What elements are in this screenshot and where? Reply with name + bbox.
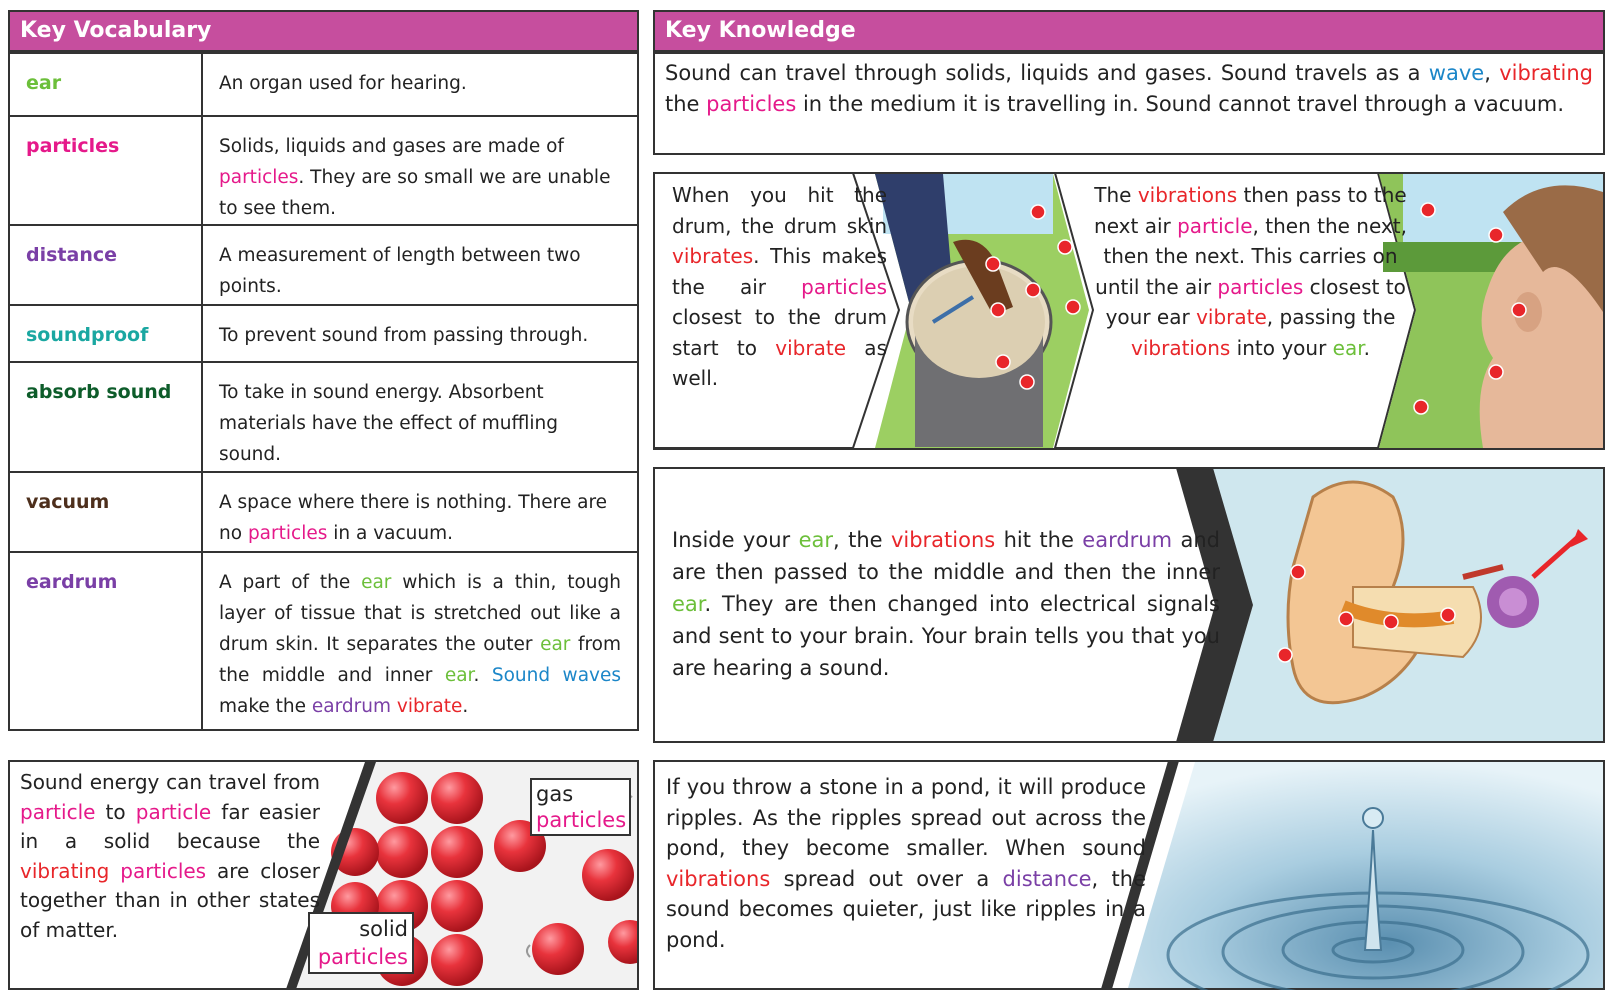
table-row — [9, 53, 638, 116]
definition-absorb-sound: To take in sound energy. Absorbent materials have the effect of muffling sound. — [202, 362, 638, 472]
ear-cross-section-picture — [1213, 469, 1603, 741]
table-row — [9, 472, 638, 552]
term-ear: ear — [9, 53, 202, 116]
pond-text: If you throw a stone in a pond, it will produce ripples. As the ripples spread out across the pond, they become smaller. When sound vibrations spread out over a distance, the sound becomes quieter, just like ripples in a pond. — [666, 775, 1146, 952]
key-knowledge-header — [653, 10, 1605, 52]
drum-text: When you hit the drum, the drum skin vibrates. This makes the air particles closest to the drum start to vibrate as well. — [672, 183, 887, 390]
inside-ear-text: Inside your ear, the vibrations hit the eardrum and are then passed to the middle and then the inner ear. They are then changed into electrical signals and sent to your brain. Your brain tells you that you are hearing a sound. — [672, 528, 1220, 680]
states-of-matter-panel — [8, 760, 639, 990]
solid-particles-label: solid particles — [308, 912, 414, 974]
vibration-pass-text: The vibrations then pass to the next air particle, then the next, then the next. This carries on until the air particles closest to your ear vibrate, passing the vibrations into your ear. — [1094, 183, 1407, 360]
pond-picture — [1128, 762, 1603, 990]
term-eardrum: eardrum — [9, 552, 202, 730]
term-vacuum: vacuum — [9, 472, 202, 552]
table-row — [9, 362, 638, 472]
table-row — [9, 225, 638, 305]
knowledge-intro: Sound can travel through solids, liquids and gases. Sound travels as a wave, vibrating the particles in the medium it is travelling in. Sound cannot travel through a vacuum. — [653, 52, 1605, 155]
term-absorb-sound: absorb sound — [9, 362, 202, 472]
gas-particles-label: gas particles — [530, 778, 631, 836]
definition-ear: An organ used for hearing. — [202, 53, 638, 116]
table-row — [9, 305, 638, 362]
term-particles: particles — [9, 116, 202, 225]
states-text: Sound energy can travel from particle to particle far easier in a solid because the vibrating particles are closer together than in other states of matter. — [20, 770, 320, 942]
drum-picture — [875, 174, 1089, 448]
definition-distance: A measurement of length between two points. — [202, 225, 638, 305]
table-row — [9, 116, 638, 225]
table-row — [9, 552, 638, 730]
term-soundproof: soundproof — [9, 305, 202, 362]
definition-vacuum: A space where there is nothing. There are no particles in a vacuum. — [202, 472, 638, 552]
key-knowledge-title: Key Knowledge — [665, 18, 856, 43]
definition-eardrum: A part of the ear which is a thin, tough layer of tissue that is stretched out like a drum skin. It separates the outer ear from the middle and inner ear. Sound waves make the eardrum vibrate. — [202, 552, 638, 730]
vocabulary-table — [8, 52, 639, 731]
key-vocabulary-header — [8, 10, 639, 52]
definition-particles: Solids, liquids and gases are made of particles. They are so small we are unable to see them. — [202, 116, 638, 225]
definition-soundproof: To prevent sound from passing through. — [202, 305, 638, 362]
term-distance: distance — [9, 225, 202, 305]
key-vocabulary-title: Key Vocabulary — [20, 18, 212, 43]
